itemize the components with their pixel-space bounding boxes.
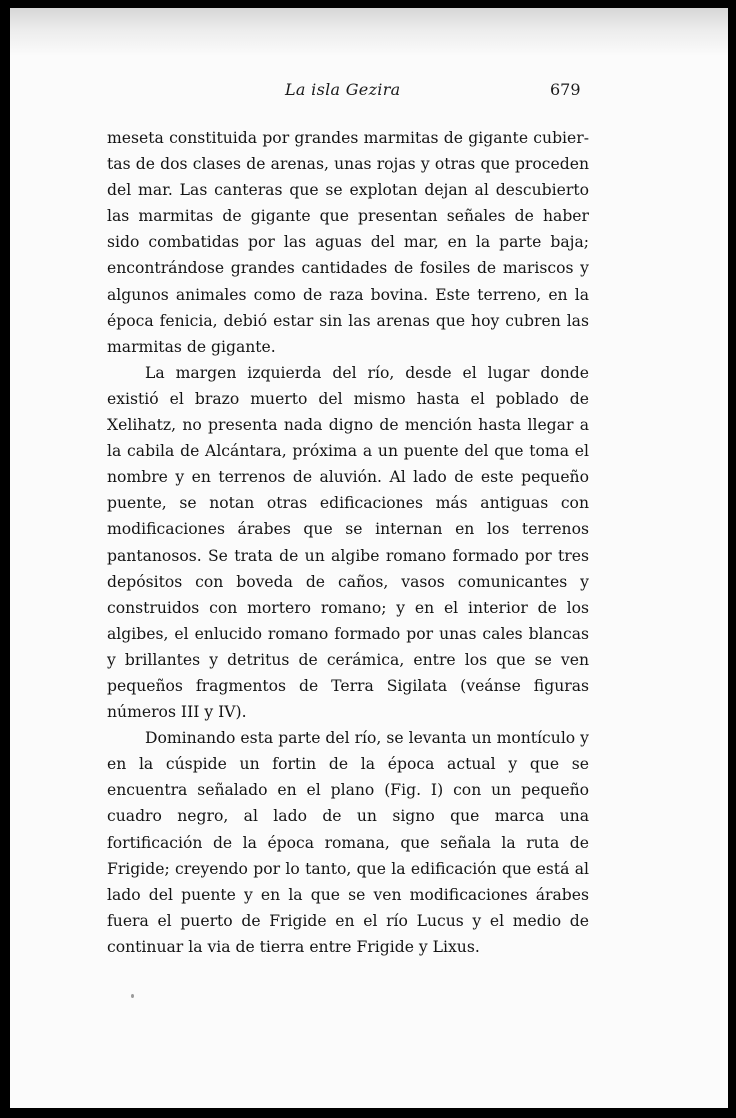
paper-speck xyxy=(131,994,134,998)
paragraph-1: meseta constituida por grandes marmitas de gigante cubier-tas de dos clases de arenas, unas rojas y otras que proceden del mar. Las canteras que se explotan dejan al descubierto las marmitas de gigante que presentan señales de haber sido combatidas por las aguas del mar, en la parte baja; encontrándose grandes cantidades de fosiles de mariscos y algunos animales como de raza bovina. Este terreno, en la época fenicia, debió estar sin las arenas que hoy cubren las marmitas de gigante. xyxy=(107,129,589,356)
page-top-shadow xyxy=(10,8,728,56)
paragraph-3: Dominando esta parte del río, se levanta un montículo y en la cúspide un fortin de la época actual y que se encuentra señalado en el plano (Fig. I) con un pequeño cuadro negro, al lado de un signo que marca una fortificación de la época romana, que señala la ruta de Frigide; creyendo por lo tanto, que la edificación que está al lado del puente y en la que se ven modificaciones árabes fuera el puerto de Frigide en el río Lucus y el medio de continuar la via de tierra entre Frigide y Lixus. xyxy=(107,729,589,956)
book-page xyxy=(10,8,728,1108)
running-title: La isla Gezira xyxy=(285,80,401,99)
paragraph-2: La margen izquierda del río, desde el lugar donde existió el brazo muerto del mismo hasta el poblado de Xelihatz, no presenta nada digno de mención hasta llegar a la cabila de Alcántara, próxima a un puente del que toma el nombre y en terrenos de aluvión. Al lado de este pequeño puente, se notan otras edificaciones más antiguas con modificaciones árabes que se internan en los terrenos pantanosos. Se trata de un algibe romano formado por tres depósitos con boveda de caños, vasos comunicantes y construidos con mortero romano; y en el interior de los algibes, el enlucido romano formado por unas cales blancas y brillantes y detritus de cerámica, entre los que se ven pequeños fragmentos de Terra Sigilata (veánse figuras números III y IV). xyxy=(107,363,589,722)
page-header xyxy=(10,80,728,106)
body-text xyxy=(107,125,589,960)
page-number: 679 xyxy=(550,80,581,99)
